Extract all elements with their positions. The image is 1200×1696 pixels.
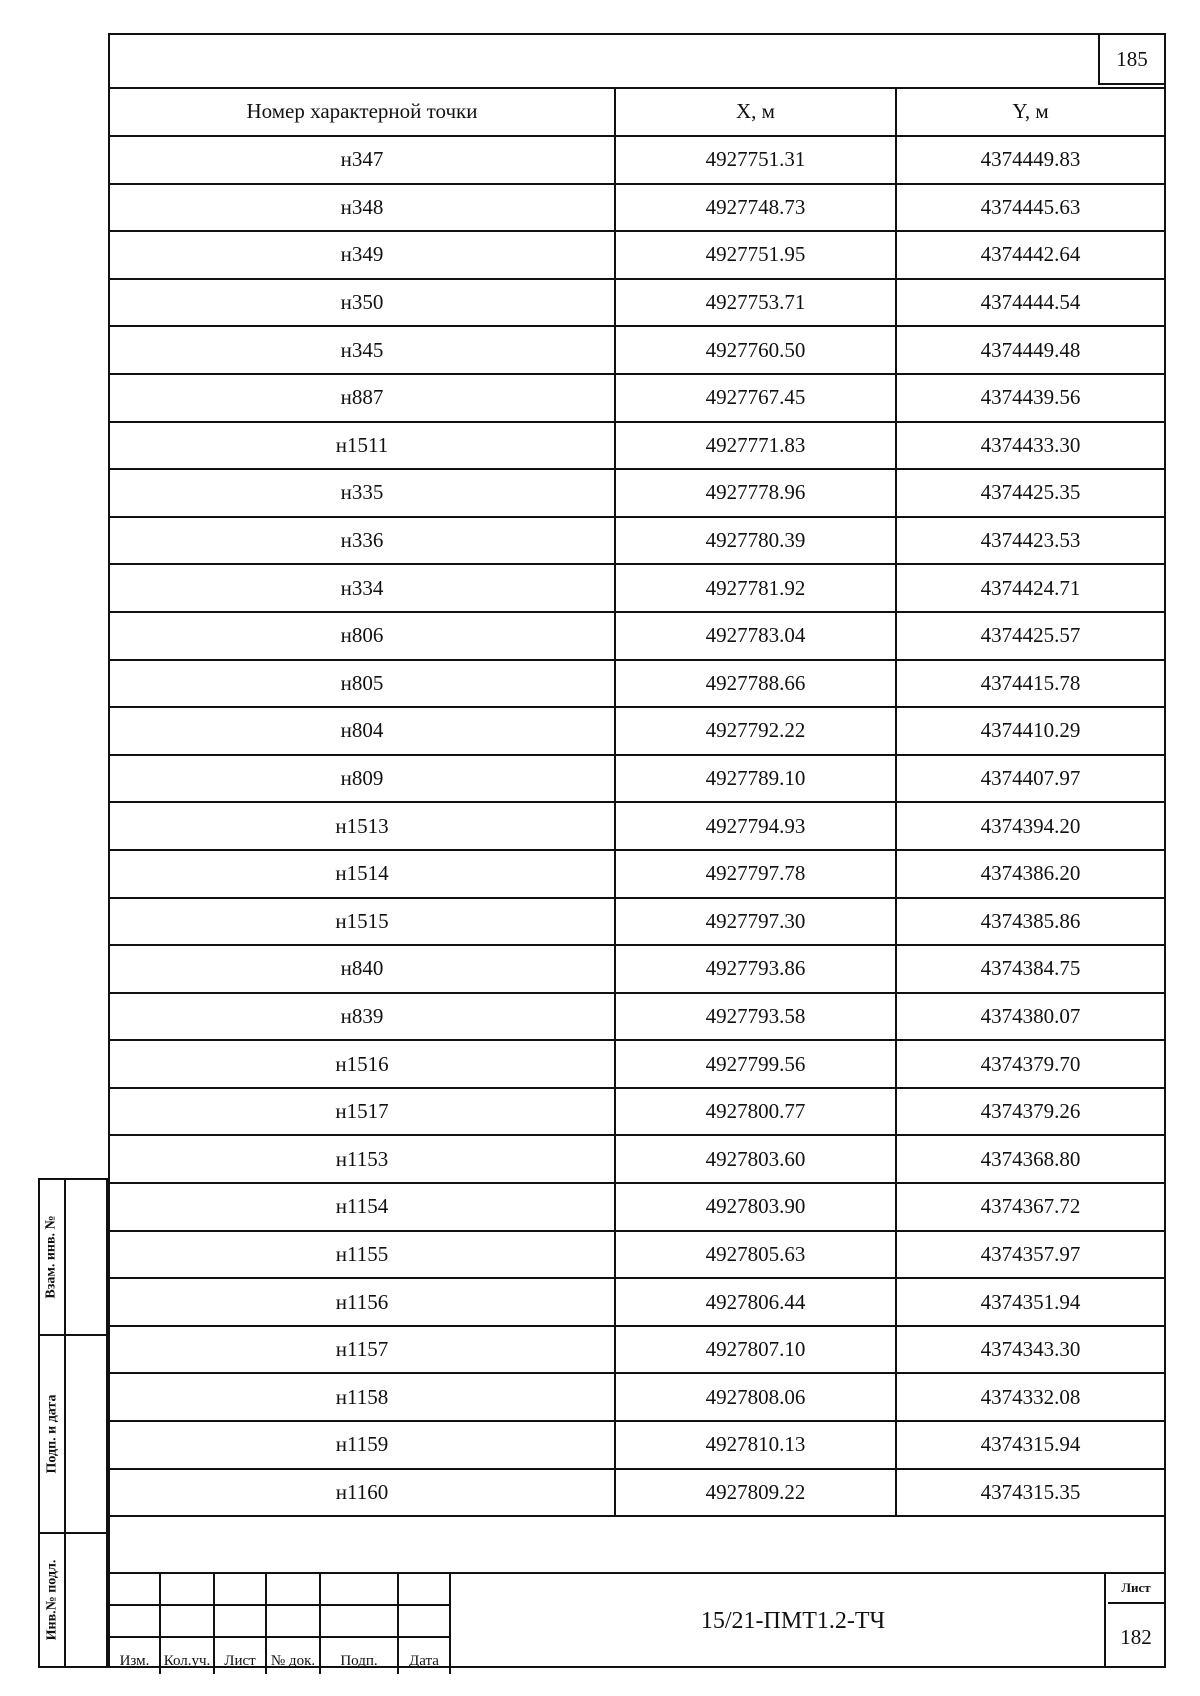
table-row-empty <box>110 1516 1164 1563</box>
cell-y: 4374368.80 <box>896 1135 1164 1183</box>
table-row <box>110 945 1164 993</box>
table-row <box>110 184 1164 232</box>
cell-y: 4374367.72 <box>896 1183 1164 1231</box>
cell-x: 4927748.73 <box>615 184 896 232</box>
cell-point-number: н348 <box>110 184 615 232</box>
cell-y: 4374410.29 <box>896 707 1164 755</box>
col-label-izm: Изм. <box>110 1637 160 1674</box>
revision-label-row <box>110 1637 450 1674</box>
stamp-label-original-inv: Инв.№ подл. <box>44 1559 59 1641</box>
cell-point-number: н1515 <box>110 898 615 946</box>
table-row <box>110 660 1164 708</box>
revision-grid <box>110 1574 451 1674</box>
cell-y: 4374444.54 <box>896 279 1164 327</box>
table-row <box>110 707 1164 755</box>
cell-point-number: н1516 <box>110 1040 615 1088</box>
cell-point-number: н1158 <box>110 1373 615 1421</box>
cell-point-number: н839 <box>110 993 615 1041</box>
table-row <box>110 755 1164 803</box>
cell-point-number: н345 <box>110 326 615 374</box>
cell-x: 4927767.45 <box>615 374 896 422</box>
table-row <box>110 564 1164 612</box>
cell-x: 4927778.96 <box>615 469 896 517</box>
cell-x: 4927810.13 <box>615 1421 896 1469</box>
revision-row <box>110 1574 450 1605</box>
cell-y: 4374449.48 <box>896 326 1164 374</box>
cell-x: 4927805.63 <box>615 1231 896 1279</box>
sheet-label: Лист <box>1108 1574 1164 1604</box>
col-label-list: Лист <box>214 1637 266 1674</box>
table-row <box>110 279 1164 327</box>
cell-x: 4927800.77 <box>615 1088 896 1136</box>
cell-x: 4927760.50 <box>615 326 896 374</box>
cell-x: 4927753.71 <box>615 279 896 327</box>
cell-point-number: н1156 <box>110 1278 615 1326</box>
stamp-cell-replacement-inv <box>40 1180 106 1336</box>
table-row <box>110 1469 1164 1517</box>
table-row <box>110 231 1164 279</box>
cell-y: 4374386.20 <box>896 850 1164 898</box>
cell-y: 4374357.97 <box>896 1231 1164 1279</box>
sheet-number: 182 <box>1120 1624 1152 1649</box>
table-row <box>110 136 1164 184</box>
cell-x: 4927808.06 <box>615 1373 896 1421</box>
cell-point-number: н840 <box>110 945 615 993</box>
table-row <box>110 422 1164 470</box>
cell-y: 4374385.86 <box>896 898 1164 946</box>
stamp-cell-signature-date <box>40 1336 106 1534</box>
header-y: Y, м <box>896 87 1164 136</box>
cell-x: 4927806.44 <box>615 1278 896 1326</box>
cell-point-number: н806 <box>110 612 615 660</box>
cell-point-number: н335 <box>110 469 615 517</box>
cell-y: 4374423.53 <box>896 517 1164 565</box>
cell-point-number: н809 <box>110 755 615 803</box>
table-row <box>110 1088 1164 1136</box>
cell-y: 4374445.63 <box>896 184 1164 232</box>
table-row <box>110 1326 1164 1374</box>
cell-point-number: н1511 <box>110 422 615 470</box>
cell-point-number: н349 <box>110 231 615 279</box>
cell-y: 4374315.35 <box>896 1469 1164 1517</box>
header-point-number: Номер характерной точки <box>110 87 615 136</box>
cell-y: 4374394.20 <box>896 802 1164 850</box>
cell-point-number: н1155 <box>110 1231 615 1279</box>
table-row <box>110 1278 1164 1326</box>
cell-point-number: н1154 <box>110 1183 615 1231</box>
cell-y: 4374424.71 <box>896 564 1164 612</box>
cell-point-number: н804 <box>110 707 615 755</box>
table-row <box>110 1183 1164 1231</box>
cell-y: 4374449.83 <box>896 136 1164 184</box>
table-row <box>110 612 1164 660</box>
cell-point-number: н1159 <box>110 1421 615 1469</box>
cell-x: 4927751.31 <box>615 136 896 184</box>
cell-x: 4927794.93 <box>615 802 896 850</box>
cell-point-number: н334 <box>110 564 615 612</box>
table-row <box>110 326 1164 374</box>
table-row <box>110 802 1164 850</box>
cell-y: 4374415.78 <box>896 660 1164 708</box>
cell-point-number: н1517 <box>110 1088 615 1136</box>
table-row <box>110 1373 1164 1421</box>
cell-y: 4374379.26 <box>896 1088 1164 1136</box>
cell-x: 4927797.78 <box>615 850 896 898</box>
table-row <box>110 993 1164 1041</box>
cell-y: 4374332.08 <box>896 1373 1164 1421</box>
cell-x: 4927803.60 <box>615 1135 896 1183</box>
cell-x: 4927788.66 <box>615 660 896 708</box>
cell-y: 4374315.94 <box>896 1421 1164 1469</box>
cell-point-number: н347 <box>110 136 615 184</box>
cell-y: 4374433.30 <box>896 422 1164 470</box>
title-block <box>110 1572 1164 1668</box>
sheet-box <box>1108 1574 1164 1670</box>
cell-x: 4927789.10 <box>615 755 896 803</box>
table-row <box>110 517 1164 565</box>
cell-x: 4927781.92 <box>615 564 896 612</box>
cell-x: 4927771.83 <box>615 422 896 470</box>
cell-point-number: н350 <box>110 279 615 327</box>
table-body <box>110 136 1164 1563</box>
table-row <box>110 374 1164 422</box>
cell-point-number: н1514 <box>110 850 615 898</box>
cell-x: 4927751.95 <box>615 231 896 279</box>
cell-y: 4374407.97 <box>896 755 1164 803</box>
page-number: 185 <box>1098 35 1164 85</box>
cell-x: 4927793.58 <box>615 993 896 1041</box>
cell-y: 4374442.64 <box>896 231 1164 279</box>
table-header-row <box>110 87 1164 136</box>
cell-y: 4374351.94 <box>896 1278 1164 1326</box>
table-row <box>110 1135 1164 1183</box>
cell-y: 4374379.70 <box>896 1040 1164 1088</box>
table-row <box>110 1421 1164 1469</box>
cell-point-number: н336 <box>110 517 615 565</box>
cell-point-number: н887 <box>110 374 615 422</box>
cell-x: 4927793.86 <box>615 945 896 993</box>
document-code: 15/21-ПМТ1.2-ТЧ <box>482 1574 1106 1668</box>
cell-point-number: н1160 <box>110 1469 615 1517</box>
binding-stamp <box>38 1178 108 1668</box>
cell-x: 4927807.10 <box>615 1326 896 1374</box>
table-row <box>110 850 1164 898</box>
col-label-doc-no: № док. <box>266 1637 320 1674</box>
table-row <box>110 1040 1164 1088</box>
table-row <box>110 469 1164 517</box>
coordinates-table <box>110 87 1164 1563</box>
cell-x: 4927809.22 <box>615 1469 896 1517</box>
cell-x: 4927792.22 <box>615 707 896 755</box>
drawing-frame <box>108 33 1166 1668</box>
stamp-label-replacement-inv: Взам. инв. № <box>44 1215 60 1299</box>
cell-y: 4374425.35 <box>896 469 1164 517</box>
col-label-data: Дата <box>398 1637 450 1674</box>
col-label-podp: Подп. <box>320 1637 398 1674</box>
col-label-kol-uch: Кол.уч. <box>160 1637 214 1674</box>
cell-point-number: н805 <box>110 660 615 708</box>
cell-y: 4374425.57 <box>896 612 1164 660</box>
cell-x: 4927797.30 <box>615 898 896 946</box>
table-row <box>110 898 1164 946</box>
cell-y: 4374439.56 <box>896 374 1164 422</box>
stamp-label-signature-date: Подп. и дата <box>44 1394 59 1474</box>
cell-x: 4927799.56 <box>615 1040 896 1088</box>
cell-y: 4374343.30 <box>896 1326 1164 1374</box>
revision-row <box>110 1605 450 1637</box>
cell-x: 4927803.90 <box>615 1183 896 1231</box>
cell-point-number: н1157 <box>110 1326 615 1374</box>
cell-x: 4927783.04 <box>615 612 896 660</box>
stamp-cell-original-inv <box>40 1534 106 1666</box>
cell-x: 4927780.39 <box>615 517 896 565</box>
cell-y: 4374380.07 <box>896 993 1164 1041</box>
cell-y: 4374384.75 <box>896 945 1164 993</box>
header-x: X, м <box>615 87 896 136</box>
cell-point-number: н1513 <box>110 802 615 850</box>
table-row <box>110 1231 1164 1279</box>
cell-point-number: н1153 <box>110 1135 615 1183</box>
